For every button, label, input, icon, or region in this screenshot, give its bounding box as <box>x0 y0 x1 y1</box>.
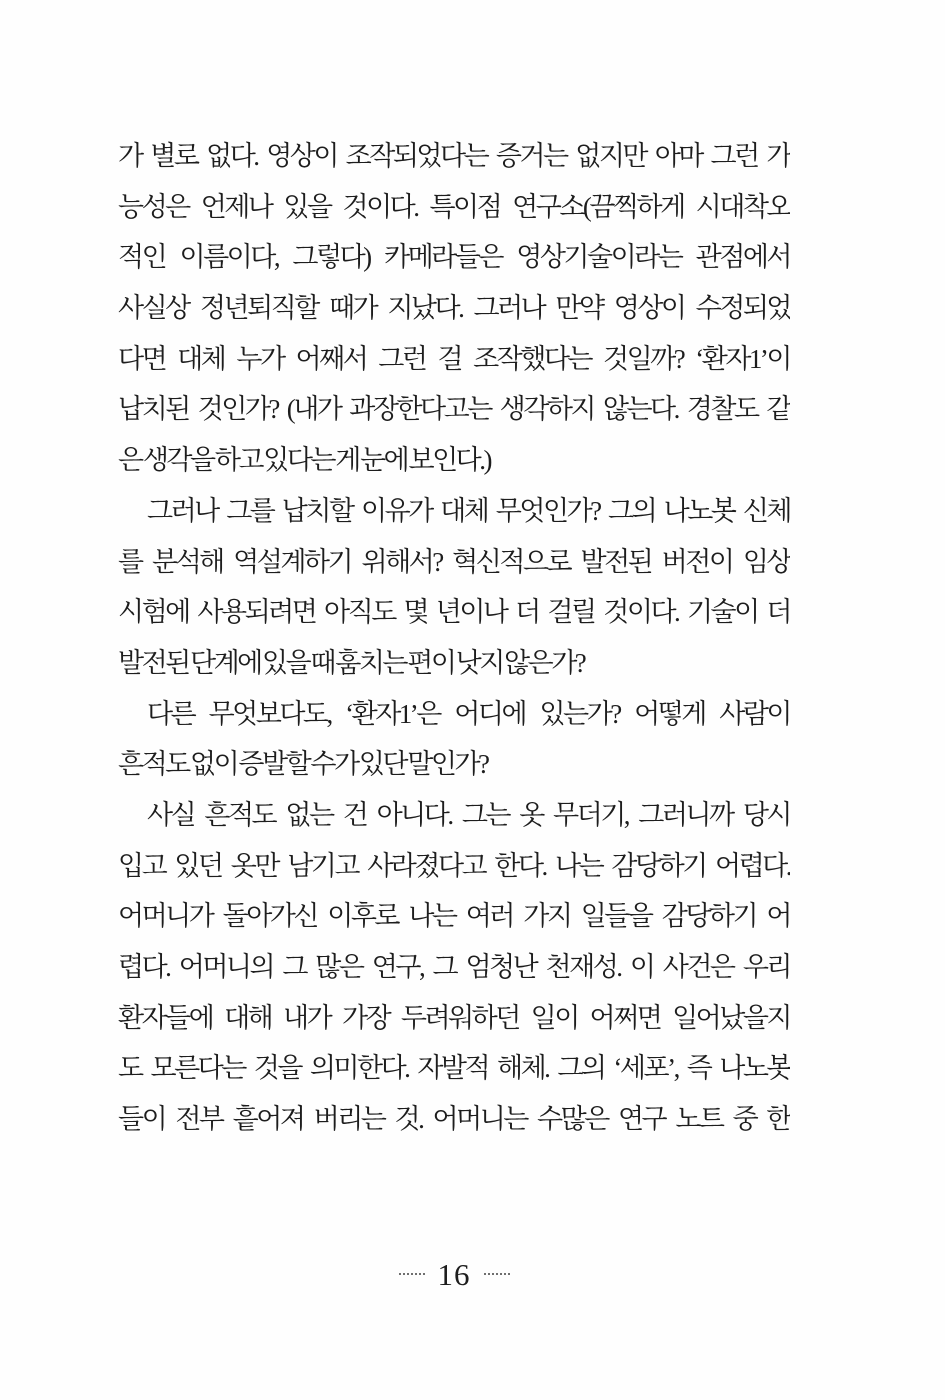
text-line: 입고 있던 옷만 남기고 사라졌다고 한다. 나는 감당하기 어렵다. <box>118 850 790 881</box>
text-line: 도 모른다는 것을 의미한다. 자발적 해체. 그의 ‘세포’, 즉 나노봇 <box>118 1053 790 1084</box>
text-line: 발전된 단계에 있을 때 훔치는 편이 낫지 않은가? <box>118 647 585 678</box>
text-line: 렵다. 어머니의 그 많은 연구, 그 엄청난 천재성. 이 사건은 우리 <box>118 952 790 982</box>
text-line: 납치된 것인가? (내가 과장한다고는 생각하지 않는다. 경찰도 같 <box>118 394 790 425</box>
text-line: 를 분석해 역설계하기 위해서? 혁신적으로 발전된 버전이 임상 <box>118 546 790 577</box>
footer-rule-right <box>484 1273 510 1275</box>
page-body-text <box>118 131 790 1145</box>
text-line: 가 별로 없다. 영상이 조작되었다는 증거는 없지만 아마 그런 가 <box>118 141 790 171</box>
page-number: 16 <box>437 1256 471 1292</box>
text-line: 적인 이름이다, 그렇다) 카메라들은 영상기술이라는 관점에서 <box>118 242 790 273</box>
text-line: 그러나 그를 납치할 이유가 대체 무엇인가? 그의 나노봇 신체 <box>147 495 790 526</box>
footer-rule-left <box>399 1273 425 1275</box>
text-line: 능성은 언제나 있을 것이다. 특이점 연구소(끔찍하게 시대착오 <box>118 191 790 222</box>
text-line: 환자들에 대해 내가 가장 두려워하던 일이 어쩌면 일어났을지 <box>118 1002 790 1033</box>
text-line: 어머니가 돌아가신 이후로 나는 여러 가지 일들을 감당하기 어 <box>118 901 790 932</box>
text-line: 들이 전부 흩어져 버리는 것. 어머니는 수많은 연구 노트 중 한 <box>118 1104 790 1135</box>
text-line: 흔적도 없이 증발할 수가 있단 말인가? <box>118 749 488 780</box>
text-line: 다면 대체 누가 어째서 그런 걸 조작했다는 것일까? ‘환자1’이 <box>118 343 790 374</box>
page-footer <box>118 1252 790 1296</box>
text-line: 다른 무엇보다도, ‘환자1’은 어디에 있는가? 어떻게 사람이 <box>147 698 790 729</box>
text-line: 시험에 사용되려면 아직도 몇 년이나 더 걸릴 것이다. 기술이 더 <box>118 597 790 628</box>
text-line: 은 생각을 하고 있다는 게 눈에 보인다.) <box>118 445 490 476</box>
text-line: 사실상 정년퇴직할 때가 지났다. 그러나 만약 영상이 수정되었 <box>118 293 790 324</box>
text-line: 사실 흔적도 없는 건 아니다. 그는 옷 무더기, 그러니까 당시 <box>147 799 790 830</box>
